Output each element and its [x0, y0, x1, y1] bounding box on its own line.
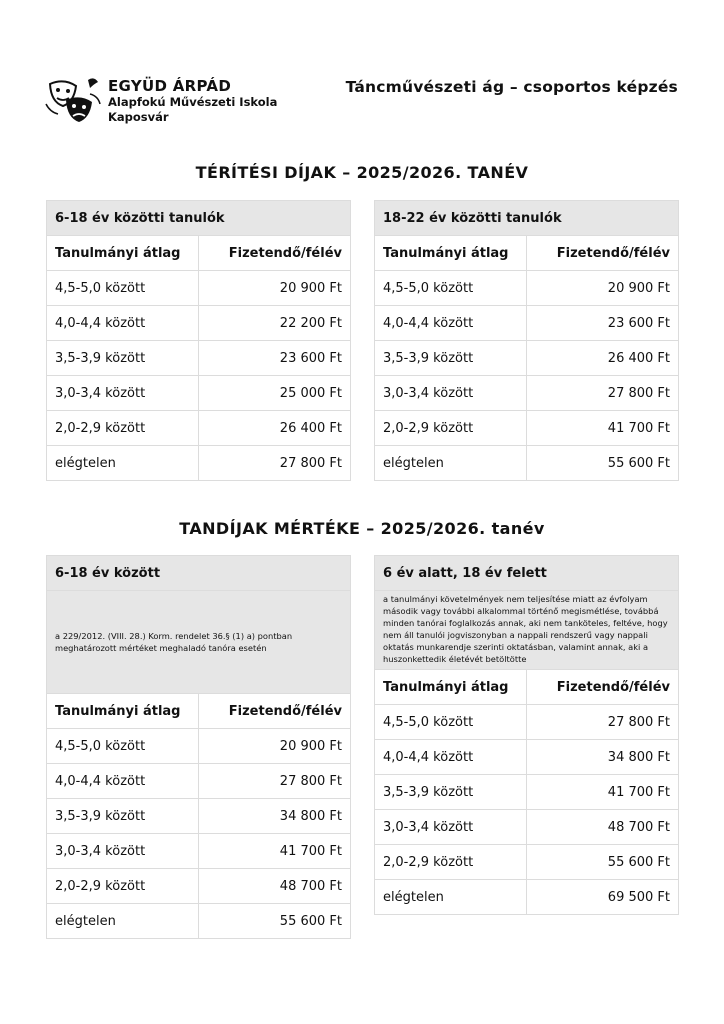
average-cell: 3,5-3,9 között — [375, 775, 527, 810]
average-cell: elégtelen — [47, 904, 199, 939]
average-cell: 4,5-5,0 között — [47, 271, 199, 306]
fee-cell: 26 400 Ft — [527, 341, 679, 376]
table-row — [375, 306, 679, 341]
table-row — [375, 705, 679, 740]
table-row — [375, 271, 679, 306]
table-row — [47, 799, 351, 834]
average-cell: 4,0-4,4 között — [375, 740, 527, 775]
table-row — [47, 306, 351, 341]
fee-cell: 27 800 Ft — [527, 705, 679, 740]
table-row — [375, 740, 679, 775]
theatre-masks-logo-icon — [44, 74, 104, 126]
tuition-table-6-18 — [46, 555, 351, 939]
fee-table-18-22 — [374, 200, 679, 481]
average-cell: 4,5-5,0 között — [47, 729, 199, 764]
school-logo — [44, 74, 284, 126]
table-row — [375, 775, 679, 810]
average-cell: 4,5-5,0 között — [375, 271, 527, 306]
fee-cell: 27 800 Ft — [199, 446, 351, 481]
table-row — [375, 446, 679, 481]
average-cell: 3,0-3,4 között — [47, 834, 199, 869]
column-header-fee: Fizetendő/félév — [527, 236, 679, 271]
section-2-title: TANDÍJAK MÉRTÉKE – 2025/2026. tanév — [179, 519, 545, 538]
table-row — [47, 834, 351, 869]
average-cell: 4,0-4,4 között — [47, 764, 199, 799]
tuition-table-under-6-over-18 — [374, 555, 679, 915]
average-cell: 2,0-2,9 között — [47, 869, 199, 904]
fee-cell: 34 800 Ft — [199, 799, 351, 834]
table-row — [47, 341, 351, 376]
average-cell: 4,0-4,4 között — [375, 306, 527, 341]
header-title: Táncművészeti ág – csoportos képzés — [345, 78, 678, 96]
fee-cell: 41 700 Ft — [527, 775, 679, 810]
average-cell: elégtelen — [375, 880, 527, 915]
table-row — [47, 764, 351, 799]
column-header-fee: Fizetendő/félév — [199, 236, 351, 271]
fee-cell: 41 700 Ft — [199, 834, 351, 869]
fee-cell: 34 800 Ft — [527, 740, 679, 775]
average-cell: 4,5-5,0 között — [375, 705, 527, 740]
group-heading: 18-22 év közötti tanulók — [375, 201, 679, 236]
average-cell: 3,0-3,4 között — [375, 376, 527, 411]
column-header-average: Tanulmányi átlag — [47, 236, 199, 271]
logo-line-2: Alapfokú Művészeti Iskola — [108, 95, 278, 109]
fee-cell: 20 900 Ft — [199, 271, 351, 306]
fee-cell: 20 900 Ft — [199, 729, 351, 764]
column-header-average: Tanulmányi átlag — [375, 670, 527, 705]
fee-cell: 23 600 Ft — [527, 306, 679, 341]
average-cell: 3,5-3,9 között — [375, 341, 527, 376]
fee-cell: 20 900 Ft — [527, 271, 679, 306]
table-row — [375, 880, 679, 915]
average-cell: 3,5-3,9 között — [47, 341, 199, 376]
logo-line-3: Kaposvár — [108, 110, 169, 124]
fee-cell: 23 600 Ft — [199, 341, 351, 376]
table-row — [375, 341, 679, 376]
fee-table-6-18 — [46, 200, 351, 481]
table-row — [47, 446, 351, 481]
fee-cell: 69 500 Ft — [527, 880, 679, 915]
table-row — [375, 845, 679, 880]
fee-cell: 55 600 Ft — [527, 446, 679, 481]
column-header-fee: Fizetendő/félév — [527, 670, 679, 705]
fee-cell: 27 800 Ft — [527, 376, 679, 411]
column-header-average: Tanulmányi átlag — [375, 236, 527, 271]
table-row — [47, 729, 351, 764]
fee-cell: 55 600 Ft — [199, 904, 351, 939]
table-row — [375, 376, 679, 411]
group-heading: 6-18 év között — [47, 556, 351, 591]
group-heading: 6-18 év közötti tanulók — [47, 201, 351, 236]
table-row — [47, 904, 351, 939]
section-1-title: TÉRÍTÉSI DÍJAK – 2025/2026. TANÉV — [195, 163, 529, 182]
logo-name: EGYÜD ÁRPÁD — [108, 77, 232, 95]
table-row — [47, 271, 351, 306]
average-cell: 3,0-3,4 között — [47, 376, 199, 411]
average-cell: 4,0-4,4 között — [47, 306, 199, 341]
fee-cell: 48 700 Ft — [527, 810, 679, 845]
table-row — [375, 810, 679, 845]
fee-cell: 22 200 Ft — [199, 306, 351, 341]
fee-cell: 41 700 Ft — [527, 411, 679, 446]
table-row — [47, 376, 351, 411]
group-note: a tanulmányi követelmények nem teljesítése miatt az évfolyam második vagy további alkalommal történő megismétlése, továbbá minden tanórai foglalkozás annak, aki nem tanköteles, feltéve, hogy nem áll tanulói jogviszonyban a nappali rendszerű vagy nappali oktatás munkarendje szerinti oktatásban, valamint annak, aki a huszonkettedik életévét betöltötte — [375, 591, 679, 670]
fee-cell: 55 600 Ft — [527, 845, 679, 880]
average-cell: elégtelen — [47, 446, 199, 481]
column-header-fee: Fizetendő/félév — [199, 694, 351, 729]
table-row — [375, 411, 679, 446]
average-cell: 2,0-2,9 között — [47, 411, 199, 446]
table-row — [47, 411, 351, 446]
group-note: a 229/2012. (VIII. 28.) Korm. rendelet 36.§ (1) a) pontban meghatározott mértéket meghaladó tanóra esetén — [47, 591, 351, 694]
table-row — [47, 869, 351, 904]
fee-cell: 25 000 Ft — [199, 376, 351, 411]
average-cell: 3,0-3,4 között — [375, 810, 527, 845]
fee-cell: 27 800 Ft — [199, 764, 351, 799]
average-cell: 3,5-3,9 között — [47, 799, 199, 834]
group-heading: 6 év alatt, 18 év felett — [375, 556, 679, 591]
fee-cell: 48 700 Ft — [199, 869, 351, 904]
column-header-average: Tanulmányi átlag — [47, 694, 199, 729]
average-cell: 2,0-2,9 között — [375, 411, 527, 446]
average-cell: elégtelen — [375, 446, 527, 481]
average-cell: 2,0-2,9 között — [375, 845, 527, 880]
fee-cell: 26 400 Ft — [199, 411, 351, 446]
